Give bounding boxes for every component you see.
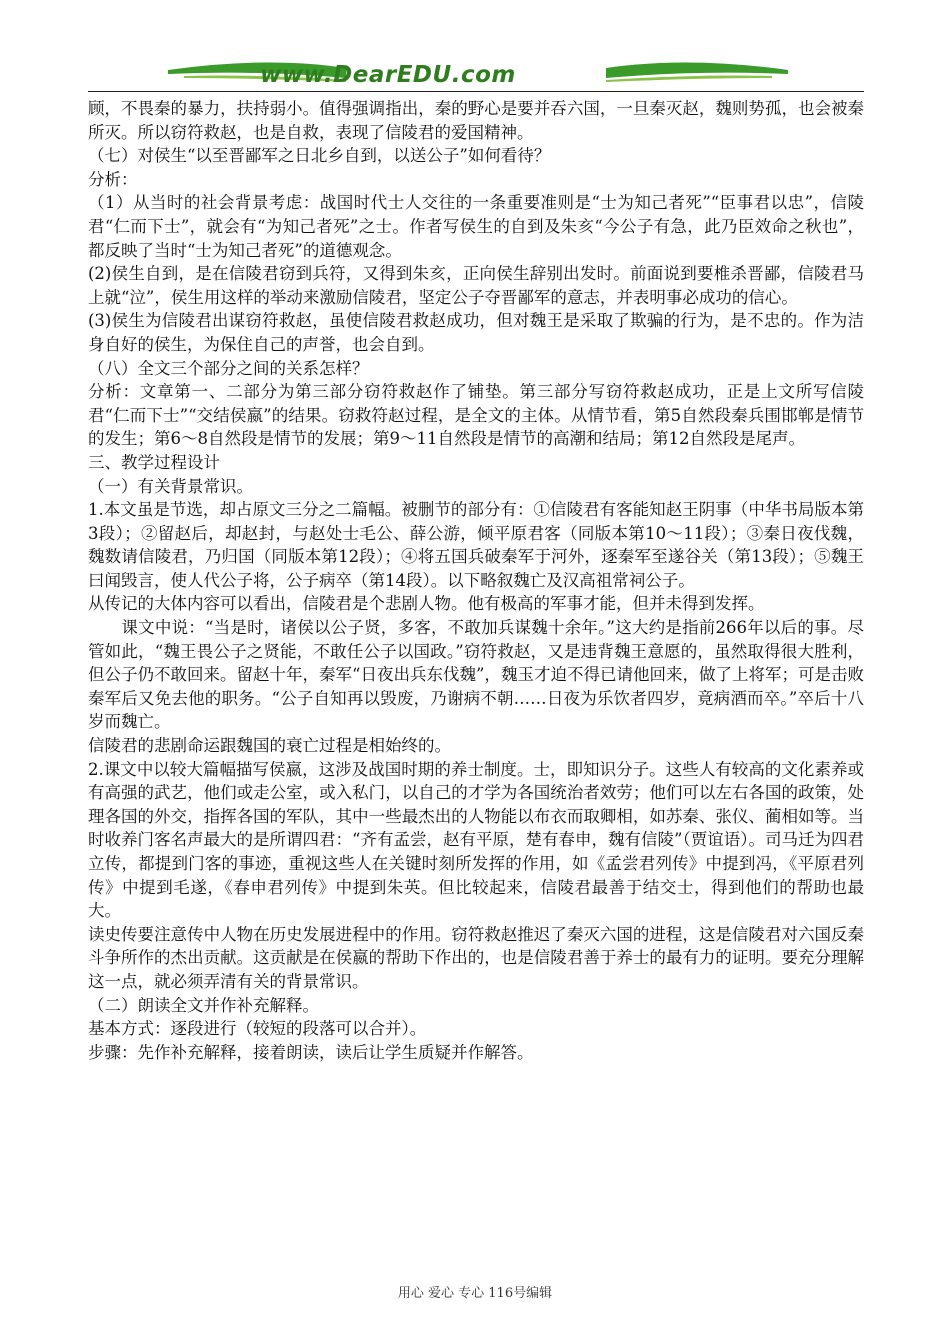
paragraph: (2)侯生自到，是在信陵君窃到兵符，又得到朱亥，正向侯生辞别出发时。前面说到要椎杀晋鄙，信陵君马上就“泣”，侯生用这样的举动来激励信陵君，坚定公子夺晋鄙军的意志，并表明事必成功的信心。: [88, 264, 864, 307]
site-logo-text[interactable]: www.DearEDU.com: [260, 62, 516, 88]
document-body: [88, 97, 864, 1064]
paragraph: （1）从当时的社会背景考虑：战国时代士人交往的一条重要准则是“士为知己者死”“臣事君以忠”，信陵君“仁而下士”，就会有“为知己者死”之士。作者写侯生的自到及朱亥“今公子有急，此乃臣效命之秋也”，都反映了当时“士为知己者死”的道德观念。: [88, 193, 864, 260]
page-footer: 用心 爱心 专心 116号编辑: [397, 1286, 553, 1301]
header-divider: [88, 91, 864, 92]
section-heading: 三、教学过程设计: [88, 452, 220, 472]
paragraph: 从传记的大体内容可以看出，信陵君是个悲剧人物。他有极高的军事才能，但并未得到发挥。: [88, 594, 765, 614]
question-heading: （八）全文三个部分之间的关系怎样？: [88, 358, 369, 378]
analysis-label: 分析：: [88, 169, 138, 189]
paragraph: 读史传要注意传中人物在历史发展进程中的作用。窃符救赵推迟了秦灭六国的进程，这是信陵君对六国反秦斗争所作的杰出贡献。这贡献是在侯嬴的帮助下作出的，也是信陵君善于养士的最有力的证明。要充分理解这一点，就必须弄清有关的背景常识。: [88, 924, 864, 991]
paragraph: 信陵君的悲剧命运跟魏国的衰亡过程是相始终的。: [88, 736, 451, 756]
paragraph: 1.本文虽是节选，却占原文三分之二篇幅。被删节的部分有：①信陵君有客能知赵王阴事（中华书局版本第3段）；②留赵后，却赵封，与赵处士毛公、薛公游，倾平原君客（同版本第10～11段）；③秦日夜伐魏，魏数请信陵君，乃归国（同版本第12段）；④将五国兵破秦军于河外，逐秦军至遂谷关（第13段）；⑤魏王曰闻毁言，使人代公子将，公子病卒（第14段）。以下略叙魏亡及汉高祖常祠公子。: [88, 500, 864, 590]
paragraph: 顾，不畏秦的暴力，扶持弱小。值得强调指出，秦的野心是要并吞六国，一旦秦灭赵，魏则势孤，也会被秦所灭。所以窃符救赵，也是自救，表现了信陵君的爱国精神。: [88, 99, 864, 142]
subsection-heading: （一）有关背景常识。: [88, 476, 253, 496]
paragraph: 2.课文中以较大篇幅描写侯嬴，这涉及战国时期的养士制度。士，即知识分子。这些人有较高的文化素养或有高强的武艺，他们或走公室，或入私门，以自己的才学为各国统治者效劳；他们可以左右各国的政策，处理各国的外交，指挥各国的军队，其中一些最杰出的人物能以布衣而取卿相，如苏秦、张仪、蔺相如等。当时收养门客名声最大的是所谓四君：“齐有孟尝，赵有平原，楚有春申，魏有信陵”（贾谊语）。司马迁为四君立传，都提到门客的事迹，重视这些人在关键时刻所发挥的作用，如《孟尝君列传》中提到冯，《平原君列传》中提到毛遂，《春申君列传》中提到朱英。但比较起来，信陵君最善于结交士，得到他们的帮助也最大。: [88, 759, 864, 921]
paragraph: (3)侯生为信陵君出谋窃符救赵，虽使信陵君救赵成功，但对魏王是采取了欺骗的行为，是不忠的。作为洁身自好的侯生，为保住自己的声誉，也会自到。: [88, 311, 864, 354]
subsection-heading: （二）朗读全文并作补充解释。: [88, 995, 319, 1015]
paragraph: 基本方式：逐段进行（较短的段落可以合并）。: [88, 1019, 427, 1039]
question-heading: （七）对侯生“以至晋鄙军之日北乡自到，以送公子”如何看待？: [88, 146, 551, 166]
paragraph: 课文中说：“当是时，诸侯以公子贤，多客，不敢加兵谋魏十余年。”这大约是指前266年以后的事。尽管如此，“魏王畏公子之贤能，不敢任公子以国政。”窃符救赵，又是违背魏王意愿的，虽然取得很大胜利，但公子仍不敢回来。留赵十年，秦军“日夜出兵东伐魏”，魏玉才迫不得已请他回来，做了上将军；可是击败秦军后又免去他的职务。“公子自知再以毁废，乃谢病不朝……日夜为乐饮者四岁，竟病酒而卒。”卒后十八岁而魏亡。: [88, 618, 864, 732]
paragraph: 分析：文章第一、二部分为第三部分窃符救赵作了铺垫。第三部分写窃符救赵成功，正是上文所写信陵君“仁而下士”“交结侯嬴”的结果。窃救符赵过程，是全文的主体。从情节看，第5自然段秦兵围邯郸是情节的发生；第6～8自然段是情节的发展；第9～11自然段是情节的高潮和结局；第12自然段是尾声。: [88, 382, 864, 449]
paragraph: 步骤：先作补充解释，接着朗读，读后让学生质疑并作解答。: [88, 1042, 534, 1062]
